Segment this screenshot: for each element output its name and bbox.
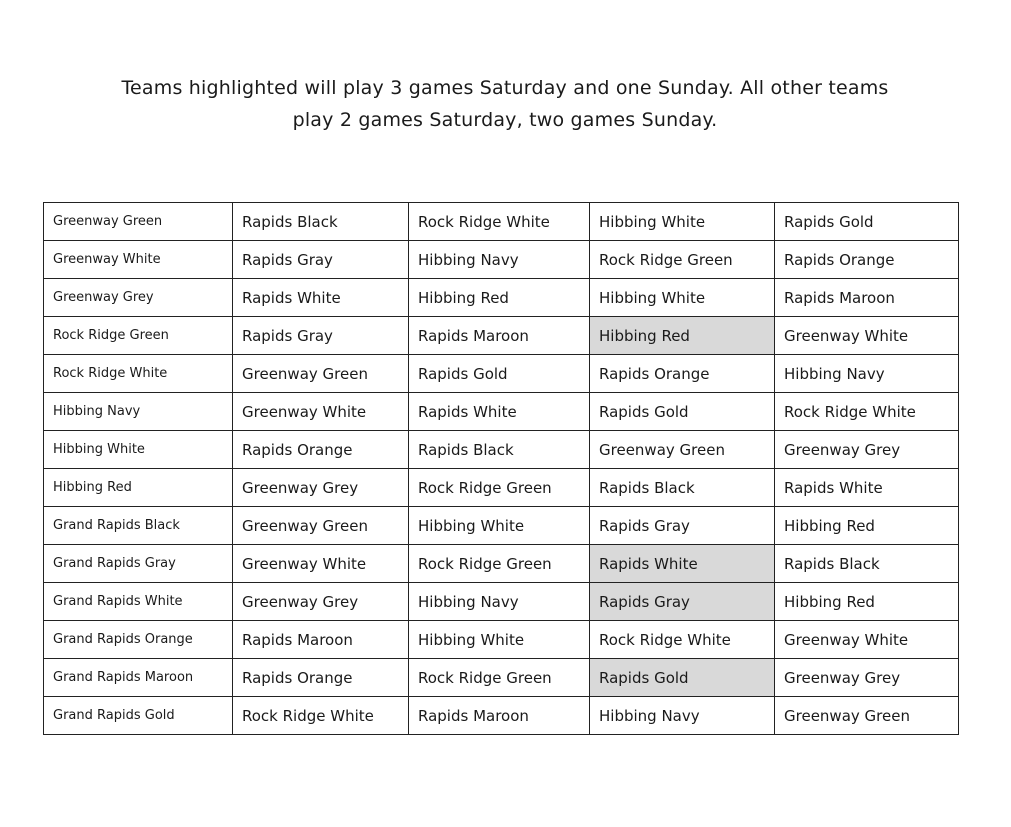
team-cell: Grand Rapids Maroon: [44, 659, 233, 697]
table-row: [44, 621, 959, 659]
team-cell: Grand Rapids Gold: [44, 697, 233, 735]
game-cell: Hibbing White: [590, 279, 775, 317]
game-cell: Rapids Gray: [233, 241, 409, 279]
game-cell: Rock Ridge Green: [409, 469, 590, 507]
game-cell: Rock Ridge White: [233, 697, 409, 735]
table-row: [44, 355, 959, 393]
table-row: [44, 659, 959, 697]
game-cell: Greenway White: [233, 545, 409, 583]
game-cell: Greenway White: [233, 393, 409, 431]
game-cell: Rapids White: [409, 393, 590, 431]
game-cell: Hibbing White: [409, 507, 590, 545]
game-cell: Rapids Black: [409, 431, 590, 469]
table-row: [44, 203, 959, 241]
schedule-note-line-2: play 2 games Saturday, two games Sunday.: [292, 109, 718, 131]
game-cell: Hibbing Red: [775, 583, 959, 621]
schedule-note-line-1: Teams highlighted will play 3 games Saturday and one Sunday. All other teams: [121, 77, 889, 99]
game-cell: Rock Ridge White: [775, 393, 959, 431]
table-row: [44, 279, 959, 317]
table-row: [44, 545, 959, 583]
schedule-table: [43, 202, 959, 735]
game-cell: Rapids Gold: [590, 393, 775, 431]
game-cell: Rapids Gray: [590, 507, 775, 545]
team-cell: Greenway Grey: [44, 279, 233, 317]
team-cell: Grand Rapids Orange: [44, 621, 233, 659]
game-cell: Rapids Gold: [409, 355, 590, 393]
game-cell-highlighted: Rapids Gray: [590, 583, 775, 621]
schedule-table-body: [44, 203, 959, 735]
game-cell: Rapids Maroon: [409, 317, 590, 355]
game-cell: Rapids Black: [775, 545, 959, 583]
game-cell: Hibbing Navy: [775, 355, 959, 393]
game-cell-highlighted: Hibbing Red: [590, 317, 775, 355]
game-cell: Rock Ridge Green: [409, 545, 590, 583]
team-cell: Hibbing Navy: [44, 393, 233, 431]
game-cell: Greenway Green: [775, 697, 959, 735]
team-cell: Greenway White: [44, 241, 233, 279]
game-cell: Rapids White: [775, 469, 959, 507]
game-cell: Greenway White: [775, 317, 959, 355]
game-cell: Greenway Green: [590, 431, 775, 469]
game-cell: Hibbing Navy: [409, 241, 590, 279]
game-cell: Rapids Black: [590, 469, 775, 507]
table-row: [44, 431, 959, 469]
table-row: [44, 697, 959, 735]
team-cell: Hibbing White: [44, 431, 233, 469]
game-cell: Rock Ridge Green: [590, 241, 775, 279]
game-cell: Hibbing Red: [409, 279, 590, 317]
game-cell-highlighted: Rapids Gold: [590, 659, 775, 697]
game-cell: Rock Ridge Green: [409, 659, 590, 697]
game-cell: Greenway Green: [233, 355, 409, 393]
game-cell: Rapids Orange: [233, 431, 409, 469]
game-cell: Rapids Gold: [775, 203, 959, 241]
game-cell: Greenway Green: [233, 507, 409, 545]
game-cell: Greenway Grey: [233, 583, 409, 621]
game-cell: Rapids Orange: [233, 659, 409, 697]
game-cell: Rock Ridge White: [590, 621, 775, 659]
team-cell: Hibbing Red: [44, 469, 233, 507]
game-cell-highlighted: Rapids White: [590, 545, 775, 583]
table-row: [44, 317, 959, 355]
game-cell: Hibbing Navy: [409, 583, 590, 621]
game-cell: Rapids Gray: [233, 317, 409, 355]
game-cell: Rapids Maroon: [233, 621, 409, 659]
game-cell: Rapids Maroon: [409, 697, 590, 735]
schedule-note: [40, 72, 970, 136]
game-cell: Hibbing White: [409, 621, 590, 659]
table-row: [44, 241, 959, 279]
table-row: [44, 393, 959, 431]
game-cell: Rapids Black: [233, 203, 409, 241]
game-cell: Rock Ridge White: [409, 203, 590, 241]
game-cell: Hibbing Navy: [590, 697, 775, 735]
table-row: [44, 469, 959, 507]
game-cell: Greenway Grey: [775, 431, 959, 469]
team-cell: Rock Ridge Green: [44, 317, 233, 355]
table-row: [44, 507, 959, 545]
team-cell: Greenway Green: [44, 203, 233, 241]
game-cell: Hibbing Red: [775, 507, 959, 545]
team-cell: Grand Rapids Black: [44, 507, 233, 545]
game-cell: Rapids Orange: [775, 241, 959, 279]
team-cell: Grand Rapids Gray: [44, 545, 233, 583]
game-cell: Greenway Grey: [233, 469, 409, 507]
game-cell: Greenway White: [775, 621, 959, 659]
team-cell: Grand Rapids White: [44, 583, 233, 621]
game-cell: Rapids Maroon: [775, 279, 959, 317]
game-cell: Rapids White: [233, 279, 409, 317]
game-cell: Hibbing White: [590, 203, 775, 241]
game-cell: Greenway Grey: [775, 659, 959, 697]
game-cell: Rapids Orange: [590, 355, 775, 393]
team-cell: Rock Ridge White: [44, 355, 233, 393]
table-row: [44, 583, 959, 621]
